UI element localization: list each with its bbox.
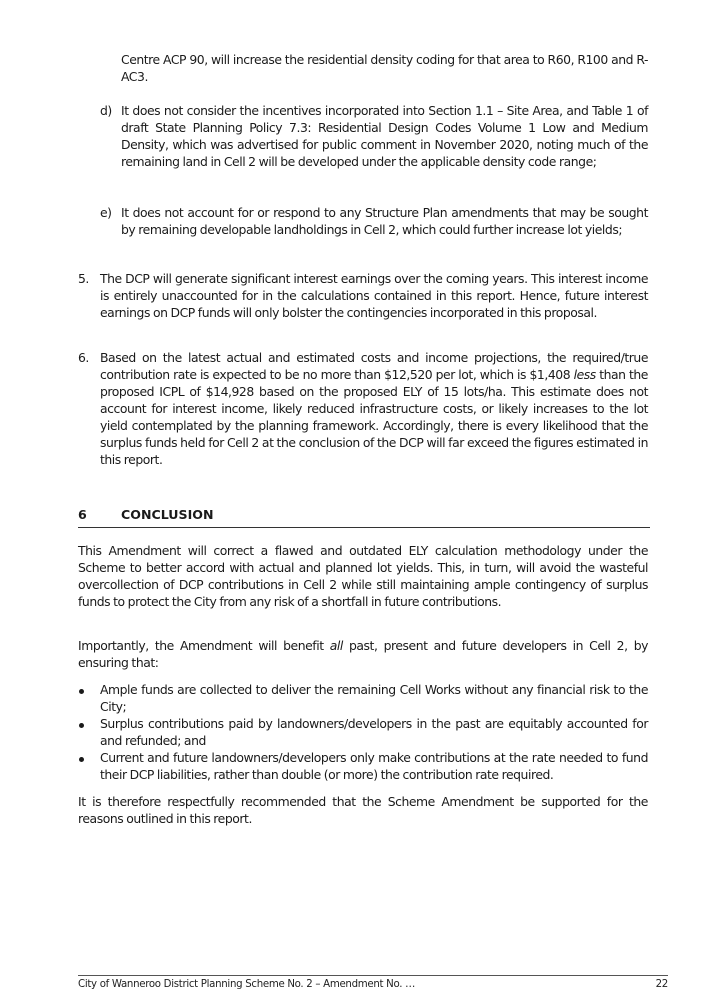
numbered-item-5-label: 5. (78, 271, 89, 286)
para2-text-emphasis: all (329, 638, 343, 653)
bullet-item-1: Ample funds are collected to deliver the remaining Cell Works without any financial risk to the City; (100, 682, 648, 714)
conclusion-paragraph-2 (78, 637, 648, 671)
para2-text-before: Importantly, the Amendment will benefit (78, 638, 330, 653)
section-heading (78, 505, 650, 528)
sub-item-e-label: e) (100, 205, 112, 220)
para2-text-after: past, present and future developers in Cell 2, by ensuring that: (78, 638, 649, 670)
conclusion-paragraph-1: This Amendment will correct a flawed and outdated ELY calculation methodology under the Scheme to better accord with actual and planned lot yields. This, in turn, will avoid the wasteful overcollection of DCP contributions in Cell 2 while still maintaining ample contingency of surplus funds to protect the City from any risk of a shortfall in future contributions. (78, 543, 648, 609)
item-6-text-after: than the proposed ICPL of $14,928 based on the proposed ELY of 15 lots/ha. This estimate does not account for interest income, likely reduced infrastructure costs, or likely increases to the lot yield contemplated by the planning framework. Accordingly, there is every likelihood that the surplus funds held for Cell 2 at the conclusion of the DCP will far exceed the figures estimated in this report. (100, 367, 648, 467)
bullet-item-2: Surplus contributions paid by landowners/developers in the past are equitably accounted for and refunded; and (100, 716, 648, 748)
bullet-dot-icon (79, 689, 84, 694)
sub-item-d-label: d) (100, 103, 112, 118)
numbered-item-6-text (100, 349, 648, 468)
numbered-item-5-text: The DCP will generate significant interest earnings over the coming years. This interest income is entirely unaccounted for in the calculations contained in this report. Hence, future interest earnings on DCP funds will only bolster the contingencies incorporated in this proposal. (100, 271, 648, 320)
bullet-item-3: Current and future landowners/developers only make contributions at the rate needed to fund their DCP liabilities, rather than double (or more) the contribution rate required. (100, 750, 648, 782)
sub-item-e-text: It does not account for or respond to any Structure Plan amendments that may be sought by remaining developable landholdings in Cell 2, which could further increase lot yields; (121, 205, 648, 237)
sub-item-d-text: It does not consider the incentives incorporated into Section 1.1 – Site Area, and Table 1 of draft State Planning Policy 7.3: Residential Design Codes Volume 1 Low and Medium Density, which was advertised for public comment in November 2020, noting much of the remaining land in Cell 2 will be developed under the applicable density code range; (121, 103, 648, 169)
continuation-paragraph: Centre ACP 90, will increase the residential density coding for that area to R60, R100 and R-AC3. (121, 52, 648, 84)
conclusion-paragraph-3: It is therefore respectfully recommended that the Scheme Amendment be supported for the reasons outlined in this report. (78, 794, 648, 826)
numbered-item-6-label: 6. (78, 350, 89, 365)
page-footer (78, 975, 668, 990)
item-6-text-emphasis: less (573, 367, 596, 382)
bullet-dot-icon (79, 757, 84, 762)
bullet-dot-icon (79, 723, 84, 728)
item-6-text-before: Based on the latest actual and estimated costs and income projections, the required/true contribution rate is expected to be no more than $12,520 per lot, which is $1,408 (100, 350, 648, 382)
footer-page-number: 22 (655, 979, 668, 990)
section-title: CONCLUSION (121, 507, 214, 522)
section-number: 6 (78, 507, 87, 522)
footer-document-title: City of Wanneroo District Planning Scheme No. 2 – Amendment No. … (78, 979, 415, 990)
